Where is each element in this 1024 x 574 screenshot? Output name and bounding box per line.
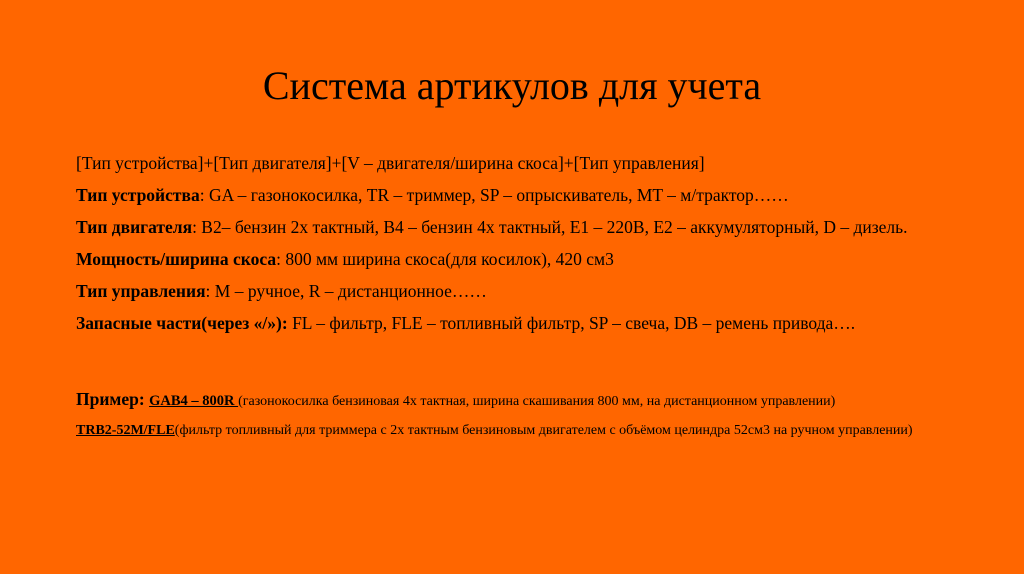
power-label: Мощность/ширина скоса [76,249,277,269]
example-1-description: (газонокосилка бензиновая 4х тактная, ширина скашивания 800 мм, на дистанционном управлении) [238,394,836,409]
device-type-label: Тип устройства [76,185,200,205]
control-type-line [76,280,976,303]
example-2-code: TRB2-52M/FLE [76,423,175,438]
engine-type-text: : B2– бензин 2х тактный, B4 – бензин 4х тактный, E1 – 220В, E2 – аккумуляторный, D – дизель. [192,217,908,237]
spare-parts-line [76,312,976,335]
example-2 [76,422,976,440]
example-2-description: (фильтр топливный для триммера с 2х тактным бензиновым двигателем с объёмом целиндра 52см3 на ручном управлении) [174,423,913,438]
engine-type-label: Тип двигателя [76,217,193,237]
spare-parts-label: Запасные части(через «/»): [76,313,288,333]
example-colon: : [138,389,150,409]
engine-type-line [76,216,976,239]
spare-parts-text: FL – фильтр, FLE – топливный фильтр, SP – свеча, DB – ремень привода…. [287,313,856,333]
power-line [76,248,976,271]
power-text: : 800 мм ширина скоса(для косилок), 420 см3 [276,249,614,269]
device-type-text: : GA – газонокосилка, TR – триммер, SP – опрыскиватель, MT – м/трактор…… [199,185,789,205]
spacer [76,344,976,388]
slide-body [76,152,976,449]
slide-title: Система артикулов для учета [262,63,762,108]
control-type-label: Тип управления [76,281,206,301]
sku-formula: [Тип устройства]+[Тип двигателя]+[V – двигателя/ширина скоса]+[Тип управления] [76,153,705,173]
device-type-line [76,184,976,207]
example-label: Пример [76,389,139,409]
example-1-code: GAB4 – 800R [149,393,239,409]
example-1 [76,388,976,413]
control-type-text: : M – ручное, R – дистанционное…… [205,281,487,301]
